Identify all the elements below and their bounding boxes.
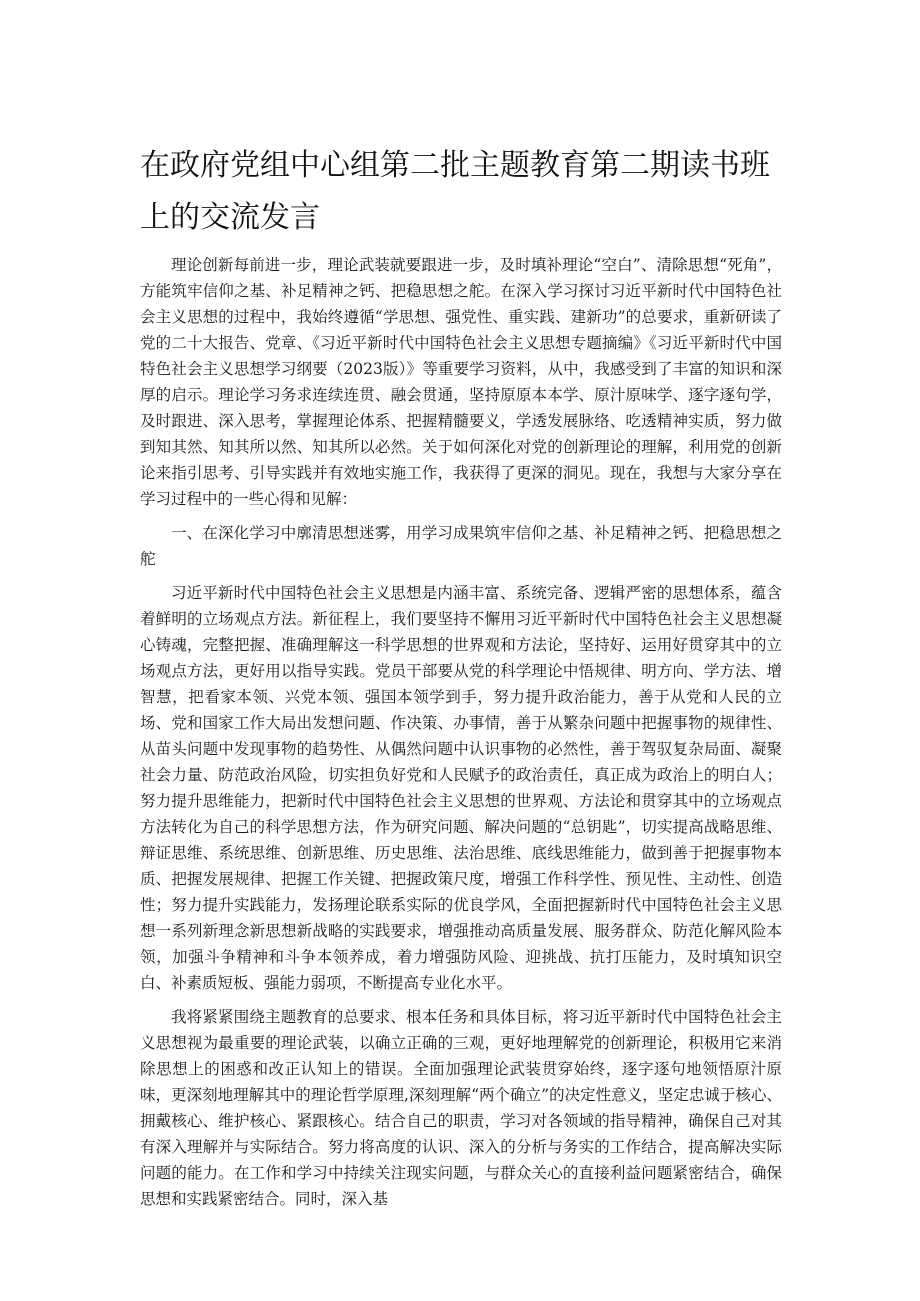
document-title: 在政府党组中心组第二批主题教育第二期读书班上的交流发言 xyxy=(140,148,770,235)
document-body xyxy=(140,252,782,1220)
section-paragraph-2: 我将紧紧围绕主题教育的总要求、根本任务和具体目标，将习近平新时代中国特色社会主义思想视为最重要的理论武装，以确立正确的三观，更好地理解党的创新理论，积极用它来消除思想上的困惑和改正认知上的错误。全面加强理论武装贯穿始终，逐字逐句地领悟原汁原味，更深刻地理解其中的理论哲学原理,深刻理解“两个确立”的决定性意义，坚定忠诚于核心、拥戴核心、维护核心、紧跟核心。结合自己的职责，学习对各领域的指导精神，确保自己对其有深入理解并与实际结合。努力将高度的认识、深入的分析与务实的工作结合，提高解决实际问题的能力。在工作和学习中持续关注现实问题，与群众关心的直接利益问题紧密结合，确保思想和实践紧密结合。同时，深入基 xyxy=(140,1008,782,1208)
section-heading: 一、在深化学习中廓清思想迷雾，用学习成果筑牢信仰之基、补足精神之钙、把稳思想之舵 xyxy=(140,524,782,568)
section-paragraph-1: 习近平新时代中国特色社会主义思想是内涵丰富、系统完备、逻辑严密的思想体系，蕴含着鲜明的立场观点方法。新征程上，我们要坚持不懈用习近平新时代中国特色社会主义思想凝心铸魂，完整把握、准确理解这一科学思想的世界观和方法论，坚持好、运用好贯穿其中的立场观点方法，更好用以指导实践。党员干部要从党的科学理论中悟规律、明方向、学方法、增智慧，把看家本领、兴党本领、强国本领学到手，努力提升政治能力，善于从党和人民的立场、党和国家工作大局出发想问题、作决策、办事情，善于从繁杂问题中把握事物的规律性、从苗头问题中发现事物的趋势性、从偶然问题中认识事物的必然性，善于驾驭复杂局面、凝聚社会力量、防范政治风险，切实担负好党和人民赋予的政治责任，真正成为政治上的明白人；努力提升思维能力，把新时代中国特色社会主义思想的世界观、方法论和贯穿其中的立场观点方法转化为自己的科学思想方法，作为研究问题、解决问题的“总钥匙”，切实提高战略思维、辩证思维、系统思维、创新思维、历史思维、法治思维、底线思维能力，做到善于把握事物本质、把握发展规律、把握工作关键、把握政策尺度，增强工作科学性、预见性、主动性、创造性；努力提升实践能力，发扬理论联系实际的优良学风，全面把握新时代中国特色社会主义思想一系列新理念新思想新战略的实践要求，增强推动高质量发展、服务群众、防范化解风险本领，加强斗争精神和斗争本领养成，着力增强防风险、迎挑战、抗打压能力，及时填知识空白、补素质短板、强能力弱项，不断提高专业化水平。 xyxy=(140,584,782,992)
intro-paragraph: 理论创新每前进一步，理论武装就要跟进一步，及时填补理论“空白”、清除思想“死角”，方能筑牢信仰之基、补足精神之钙、把稳思想之舵。在深入学习探讨习近平新时代中国特色社会主义思想的过程中，我始终遵循“学思想、强党性、重实践、建新功”的总要求，重新研读了党的二十大报告、党章、《习近平新时代中国特色社会主义思想专题摘编》《习近平新时代中国特色社会主义思想学习纲要（2023版）》等重要学习资料，从中，我感受到了丰富的知识和深厚的启示。理论学习务求连续连贯、融会贯通，坚持原原本本学、原汁原味学、逐字逐句学，及时跟进、深入思考，掌握理论体系、把握精髓要义，学透发展脉络、吃透精神实质，努力做到知其然、知其所以然、知其所以必然。关于如何深化对党的创新理论的理解，利用党的创新论来指引思考、引导实践并有效地实施工作，我获得了更深的洞见。现在，我想与大家分享在学习过程中的一些心得和见解： xyxy=(140,256,782,508)
